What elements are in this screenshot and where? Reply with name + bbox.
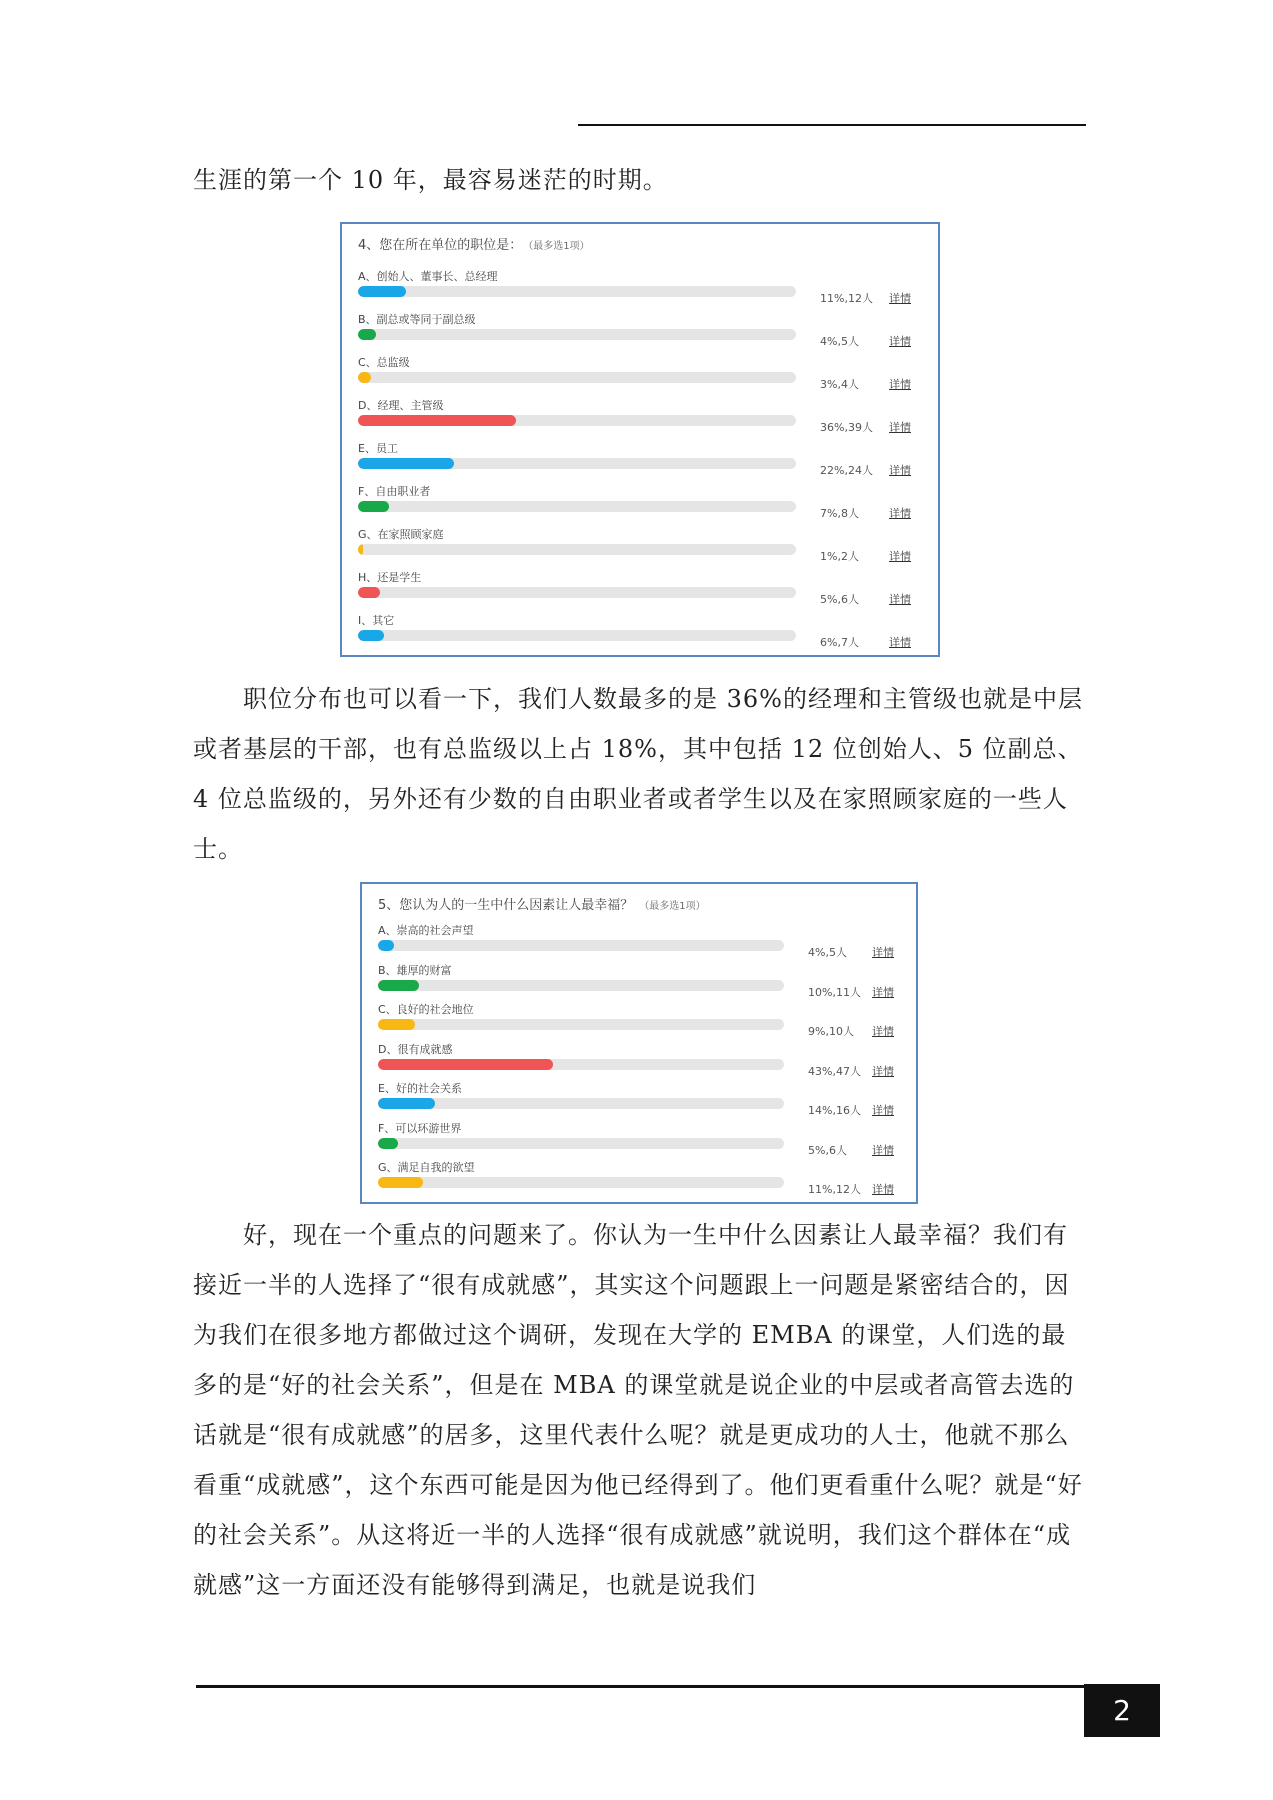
survey-option-row xyxy=(358,526,922,566)
progress-fill xyxy=(358,329,376,340)
option-stat: 14%,16人 xyxy=(808,1104,861,1117)
detail-link[interactable]: 详情 xyxy=(889,421,911,434)
survey-option-row xyxy=(358,612,922,652)
survey-option-row xyxy=(358,311,922,351)
progress-fill xyxy=(358,501,389,512)
option-label: A、创始人、董事长、总经理 xyxy=(358,270,498,283)
progress-track xyxy=(378,980,784,991)
survey-4-hint: （最多选1项） xyxy=(528,241,590,252)
survey-5-hint: （最多选1项） xyxy=(639,901,706,912)
detail-link[interactable]: 详情 xyxy=(872,1064,894,1078)
survey-option-row xyxy=(358,440,922,480)
progress-fill xyxy=(358,587,380,598)
option-label: E、员工 xyxy=(358,442,398,455)
survey-option-row xyxy=(358,483,922,523)
progress-track xyxy=(358,286,796,297)
survey-option-row xyxy=(378,1080,900,1120)
paragraph-position-distribution: 职位分布也可以看一下，我们人数最多的是 36%的经理和主管级也就是中层或者基层的干部，也有总监级以上占 18%，其中包括 12 位创始人、5 位副总、4 位总监级的，另外还有少数的自由职业者或者学生以及在家照顾家庭的一些人士。 xyxy=(193,685,1083,863)
detail-link[interactable]: 详情 xyxy=(872,1025,894,1038)
detail-link[interactable]: 详情 xyxy=(889,636,911,649)
survey-question-4-panel xyxy=(340,222,940,657)
detail-link[interactable]: 详情 xyxy=(889,593,911,606)
survey-option-row xyxy=(358,354,922,394)
survey-option-row xyxy=(358,569,922,609)
progress-fill xyxy=(358,544,363,555)
progress-fill xyxy=(378,1098,435,1109)
progress-fill xyxy=(358,415,516,426)
option-stat: 6%,7人 xyxy=(820,636,859,649)
progress-fill xyxy=(378,1177,423,1188)
option-stat: 1%,2人 xyxy=(820,550,859,563)
progress-track xyxy=(358,501,796,512)
survey-5-title xyxy=(378,894,706,913)
progress-track xyxy=(358,458,796,469)
survey-5-question: 5、您认为人的一生中什么因素让人最幸福？ xyxy=(378,898,634,913)
detail-link[interactable]: 详情 xyxy=(872,1104,894,1117)
detail-link[interactable]: 详情 xyxy=(872,1143,894,1157)
progress-track xyxy=(358,415,796,426)
option-stat: 10%,11人 xyxy=(808,985,861,999)
option-label: F、自由职业者 xyxy=(358,485,431,498)
option-stat: 4%,5人 xyxy=(808,946,847,959)
progress-track xyxy=(378,1098,784,1109)
progress-fill xyxy=(358,630,384,641)
option-stat: 11%,12人 xyxy=(808,1183,861,1196)
option-label: G、在家照顾家庭 xyxy=(358,528,444,541)
detail-link[interactable]: 详情 xyxy=(872,985,894,999)
option-label: B、副总或等同于副总级 xyxy=(358,313,476,326)
option-stat: 3%,4人 xyxy=(820,378,859,391)
progress-fill xyxy=(378,980,419,991)
option-stat: 5%,6人 xyxy=(808,1143,847,1157)
survey-option-row xyxy=(378,1041,900,1081)
detail-link[interactable]: 详情 xyxy=(872,946,894,959)
progress-fill xyxy=(378,1059,553,1070)
option-stat: 11%,12人 xyxy=(820,292,873,305)
progress-fill xyxy=(358,372,371,383)
progress-fill xyxy=(358,286,406,297)
paragraph-happiness-analysis: 好，现在一个重点的问题来了。你认为一生中什么因素让人最幸福？我们有接近一半的人选择了“很有成就感”，其实这个问题跟上一问题是紧密结合的，因为我们在很多地方都做过这个调研，发现在大学的 EMBA 的课堂，人们选的最多的是“好的社会关系”，但是在 MBA 的课堂就是说企业的中层或者高管去选的话就是“很有成就感”的居多，这里代表什么呢？就是更成功的人士，他就不那么看重“成就感”，这个东西可能是因为他已经得到了。他们更看重什么呢？就是“好的社会关系”。从这将近一半的人选择“很有成就感”就说明，我们这个群体在“成就感”这一方面还没有能够得到满足，也就是说我们 xyxy=(193,1221,1083,1599)
option-label: I、其它 xyxy=(358,614,395,627)
progress-track xyxy=(378,1138,784,1149)
detail-link[interactable]: 详情 xyxy=(872,1183,894,1196)
progress-track xyxy=(358,587,796,598)
survey-option-row xyxy=(378,922,900,962)
progress-track xyxy=(378,1177,784,1188)
progress-track xyxy=(358,372,796,383)
progress-track xyxy=(358,630,796,641)
survey-option-row xyxy=(378,1159,900,1199)
option-label: F、可以环游世界 xyxy=(378,1121,462,1135)
progress-track xyxy=(378,1019,784,1030)
survey-question-5-panel xyxy=(360,882,918,1204)
option-label: H、还是学生 xyxy=(358,571,422,584)
option-label: G、满足自我的欲望 xyxy=(378,1161,475,1174)
survey-option-row xyxy=(378,1120,900,1160)
survey-option-row xyxy=(358,397,922,437)
progress-fill xyxy=(378,1138,398,1149)
option-label: C、良好的社会地位 xyxy=(378,1003,474,1016)
option-stat: 22%,24人 xyxy=(820,464,873,477)
option-label: C、总监级 xyxy=(358,356,410,369)
detail-link[interactable]: 详情 xyxy=(889,378,911,391)
survey-option-row xyxy=(378,962,900,1002)
progress-track xyxy=(378,1059,784,1070)
footer-rule xyxy=(196,1685,1086,1688)
option-label: D、很有成就感 xyxy=(378,1042,453,1056)
detail-link[interactable]: 详情 xyxy=(889,507,911,520)
option-stat: 36%,39人 xyxy=(820,421,873,434)
progress-track xyxy=(378,940,784,951)
option-label: E、好的社会关系 xyxy=(378,1082,462,1095)
page-number: 2 xyxy=(1084,1684,1160,1737)
survey-4-title xyxy=(358,234,590,253)
header-rule xyxy=(578,124,1086,126)
detail-link[interactable]: 详情 xyxy=(889,292,911,305)
detail-link[interactable]: 详情 xyxy=(889,550,911,563)
detail-link[interactable]: 详情 xyxy=(889,464,911,477)
option-stat: 5%,6人 xyxy=(820,593,859,606)
progress-fill xyxy=(378,1019,415,1030)
option-stat: 7%,8人 xyxy=(820,507,859,520)
option-label: A、崇高的社会声望 xyxy=(378,924,474,937)
option-stat: 9%,10人 xyxy=(808,1025,854,1038)
survey-option-row xyxy=(378,1001,900,1041)
option-label: B、雄厚的财富 xyxy=(378,963,452,977)
paragraph-intro: 生涯的第一个 10 年，最容易迷茫的时期。 xyxy=(193,166,668,194)
progress-fill xyxy=(378,940,394,951)
survey-4-question: 4、您在所在单位的职位是： xyxy=(358,238,523,253)
option-label: D、经理、主管级 xyxy=(358,399,444,412)
survey-option-row xyxy=(358,268,922,308)
detail-link[interactable]: 详情 xyxy=(889,335,911,348)
progress-track xyxy=(358,329,796,340)
progress-track xyxy=(358,544,796,555)
option-stat: 43%,47人 xyxy=(808,1064,861,1078)
option-stat: 4%,5人 xyxy=(820,335,859,348)
progress-fill xyxy=(358,458,454,469)
